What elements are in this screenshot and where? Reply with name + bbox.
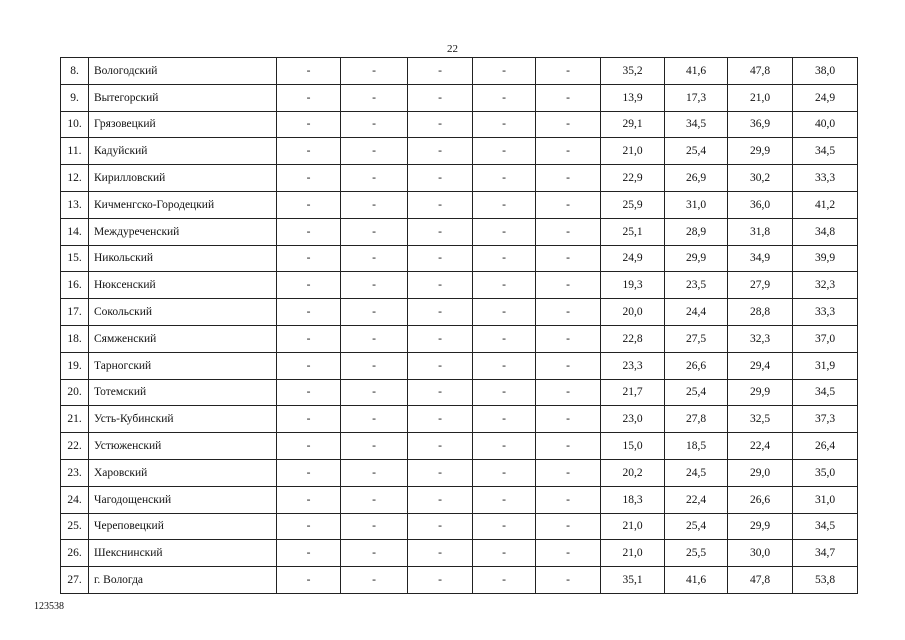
value-cell: 27,8 — [665, 406, 728, 433]
row-number: 12. — [61, 165, 89, 192]
empty-value-cell: - — [408, 111, 473, 138]
empty-value-cell: - — [408, 218, 473, 245]
row-number: 19. — [61, 352, 89, 379]
empty-value-cell: - — [473, 84, 536, 111]
empty-value-cell: - — [536, 138, 601, 165]
empty-value-cell: - — [277, 191, 341, 218]
district-name: г. Вологда — [89, 567, 277, 594]
empty-value-cell: - — [408, 540, 473, 567]
empty-value-cell: - — [473, 459, 536, 486]
value-cell: 34,5 — [793, 138, 858, 165]
row-number: 13. — [61, 191, 89, 218]
empty-value-cell: - — [536, 540, 601, 567]
value-cell: 34,5 — [793, 513, 858, 540]
empty-value-cell: - — [473, 325, 536, 352]
value-cell: 24,4 — [665, 299, 728, 326]
value-cell: 25,9 — [601, 191, 665, 218]
value-cell: 17,3 — [665, 84, 728, 111]
district-name: Устюженский — [89, 433, 277, 460]
table-row — [61, 459, 858, 486]
value-cell: 34,8 — [793, 218, 858, 245]
table-row — [61, 218, 858, 245]
empty-value-cell: - — [473, 513, 536, 540]
value-cell: 22,4 — [728, 433, 793, 460]
empty-value-cell: - — [536, 567, 601, 594]
table-row — [61, 540, 858, 567]
row-number: 9. — [61, 84, 89, 111]
empty-value-cell: - — [536, 513, 601, 540]
value-cell: 23,3 — [601, 352, 665, 379]
value-cell: 27,5 — [665, 325, 728, 352]
value-cell: 29,0 — [728, 459, 793, 486]
district-name: Сокольский — [89, 299, 277, 326]
value-cell: 53,8 — [793, 567, 858, 594]
empty-value-cell: - — [473, 406, 536, 433]
empty-value-cell: - — [277, 406, 341, 433]
row-number: 20. — [61, 379, 89, 406]
empty-value-cell: - — [341, 325, 408, 352]
empty-value-cell: - — [408, 58, 473, 85]
empty-value-cell: - — [473, 245, 536, 272]
row-number: 22. — [61, 433, 89, 460]
empty-value-cell: - — [277, 567, 341, 594]
value-cell: 21,0 — [601, 138, 665, 165]
value-cell: 32,3 — [728, 325, 793, 352]
empty-value-cell: - — [473, 218, 536, 245]
value-cell: 34,9 — [728, 245, 793, 272]
empty-value-cell: - — [408, 138, 473, 165]
empty-value-cell: - — [341, 191, 408, 218]
value-cell: 30,2 — [728, 165, 793, 192]
value-cell: 21,0 — [728, 84, 793, 111]
empty-value-cell: - — [277, 459, 341, 486]
empty-value-cell: - — [341, 486, 408, 513]
empty-value-cell: - — [408, 165, 473, 192]
district-name: Тотемский — [89, 379, 277, 406]
empty-value-cell: - — [536, 218, 601, 245]
empty-value-cell: - — [408, 433, 473, 460]
value-cell: 32,5 — [728, 406, 793, 433]
value-cell: 23,0 — [601, 406, 665, 433]
value-cell: 21,7 — [601, 379, 665, 406]
table-row — [61, 352, 858, 379]
row-number: 21. — [61, 406, 89, 433]
empty-value-cell: - — [341, 299, 408, 326]
value-cell: 29,1 — [601, 111, 665, 138]
table-row — [61, 379, 858, 406]
value-cell: 26,6 — [728, 486, 793, 513]
empty-value-cell: - — [341, 513, 408, 540]
value-cell: 28,8 — [728, 299, 793, 326]
value-cell: 31,0 — [793, 486, 858, 513]
table-body — [61, 58, 858, 594]
value-cell: 22,4 — [665, 486, 728, 513]
empty-value-cell: - — [277, 111, 341, 138]
value-cell: 32,3 — [793, 272, 858, 299]
empty-value-cell: - — [341, 58, 408, 85]
empty-value-cell: - — [341, 433, 408, 460]
value-cell: 21,0 — [601, 540, 665, 567]
table-row — [61, 191, 858, 218]
row-number: 25. — [61, 513, 89, 540]
row-number: 26. — [61, 540, 89, 567]
value-cell: 37,3 — [793, 406, 858, 433]
value-cell: 26,9 — [665, 165, 728, 192]
empty-value-cell: - — [341, 379, 408, 406]
value-cell: 31,9 — [793, 352, 858, 379]
value-cell: 34,5 — [793, 379, 858, 406]
value-cell: 33,3 — [793, 165, 858, 192]
table-row — [61, 299, 858, 326]
value-cell: 35,2 — [601, 58, 665, 85]
empty-value-cell: - — [277, 245, 341, 272]
empty-value-cell: - — [341, 245, 408, 272]
district-name: Харовский — [89, 459, 277, 486]
value-cell: 25,5 — [665, 540, 728, 567]
value-cell: 21,0 — [601, 513, 665, 540]
value-cell: 31,0 — [665, 191, 728, 218]
table-row — [61, 513, 858, 540]
value-cell: 13,9 — [601, 84, 665, 111]
data-table — [60, 57, 858, 594]
empty-value-cell: - — [277, 58, 341, 85]
empty-value-cell: - — [536, 165, 601, 192]
empty-value-cell: - — [536, 84, 601, 111]
value-cell: 29,9 — [728, 138, 793, 165]
value-cell: 20,0 — [601, 299, 665, 326]
district-name: Кичменгско-Городецкий — [89, 191, 277, 218]
empty-value-cell: - — [408, 325, 473, 352]
district-name: Чагодощенский — [89, 486, 277, 513]
value-cell: 41,6 — [665, 567, 728, 594]
row-number: 10. — [61, 111, 89, 138]
district-name: Никольский — [89, 245, 277, 272]
table-row — [61, 406, 858, 433]
footer-code: 123538 — [34, 601, 64, 612]
empty-value-cell: - — [277, 138, 341, 165]
row-number: 18. — [61, 325, 89, 352]
district-name: Кирилловский — [89, 165, 277, 192]
value-cell: 39,9 — [793, 245, 858, 272]
value-cell: 19,3 — [601, 272, 665, 299]
empty-value-cell: - — [277, 379, 341, 406]
value-cell: 31,8 — [728, 218, 793, 245]
empty-value-cell: - — [536, 299, 601, 326]
empty-value-cell: - — [277, 513, 341, 540]
empty-value-cell: - — [341, 459, 408, 486]
value-cell: 18,5 — [665, 433, 728, 460]
value-cell: 25,4 — [665, 379, 728, 406]
district-name: Междуреченский — [89, 218, 277, 245]
row-number: 8. — [61, 58, 89, 85]
empty-value-cell: - — [473, 540, 536, 567]
empty-value-cell: - — [536, 459, 601, 486]
district-name: Вытегорский — [89, 84, 277, 111]
empty-value-cell: - — [408, 245, 473, 272]
empty-value-cell: - — [408, 406, 473, 433]
value-cell: 33,3 — [793, 299, 858, 326]
table-row — [61, 165, 858, 192]
value-cell: 23,5 — [665, 272, 728, 299]
page-number: 22 — [447, 43, 458, 55]
empty-value-cell: - — [473, 352, 536, 379]
table-row — [61, 58, 858, 85]
empty-value-cell: - — [536, 245, 601, 272]
empty-value-cell: - — [341, 540, 408, 567]
empty-value-cell: - — [473, 379, 536, 406]
empty-value-cell: - — [473, 191, 536, 218]
empty-value-cell: - — [341, 567, 408, 594]
value-cell: 41,2 — [793, 191, 858, 218]
district-name: Вологодский — [89, 58, 277, 85]
table-row — [61, 111, 858, 138]
row-number: 15. — [61, 245, 89, 272]
value-cell: 30,0 — [728, 540, 793, 567]
district-name: Шекснинский — [89, 540, 277, 567]
value-cell: 15,0 — [601, 433, 665, 460]
empty-value-cell: - — [341, 84, 408, 111]
empty-value-cell: - — [408, 84, 473, 111]
empty-value-cell: - — [277, 84, 341, 111]
value-cell: 29,9 — [665, 245, 728, 272]
row-number: 24. — [61, 486, 89, 513]
empty-value-cell: - — [536, 352, 601, 379]
empty-value-cell: - — [341, 165, 408, 192]
value-cell: 18,3 — [601, 486, 665, 513]
empty-value-cell: - — [473, 111, 536, 138]
row-number: 16. — [61, 272, 89, 299]
value-cell: 29,9 — [728, 379, 793, 406]
value-cell: 34,5 — [665, 111, 728, 138]
empty-value-cell: - — [473, 58, 536, 85]
value-cell: 36,9 — [728, 111, 793, 138]
value-cell: 47,8 — [728, 567, 793, 594]
value-cell: 22,9 — [601, 165, 665, 192]
value-cell: 29,4 — [728, 352, 793, 379]
empty-value-cell: - — [536, 111, 601, 138]
value-cell: 34,7 — [793, 540, 858, 567]
empty-value-cell: - — [536, 433, 601, 460]
empty-value-cell: - — [473, 138, 536, 165]
value-cell: 40,0 — [793, 111, 858, 138]
empty-value-cell: - — [277, 165, 341, 192]
empty-value-cell: - — [408, 379, 473, 406]
empty-value-cell: - — [277, 540, 341, 567]
empty-value-cell: - — [408, 459, 473, 486]
empty-value-cell: - — [473, 299, 536, 326]
value-cell: 28,9 — [665, 218, 728, 245]
empty-value-cell: - — [341, 406, 408, 433]
empty-value-cell: - — [408, 272, 473, 299]
district-name: Тарногский — [89, 352, 277, 379]
table-row — [61, 138, 858, 165]
empty-value-cell: - — [277, 272, 341, 299]
empty-value-cell: - — [408, 299, 473, 326]
empty-value-cell: - — [473, 486, 536, 513]
value-cell: 24,9 — [601, 245, 665, 272]
value-cell: 26,4 — [793, 433, 858, 460]
row-number: 14. — [61, 218, 89, 245]
table-row — [61, 245, 858, 272]
district-name: Кадуйский — [89, 138, 277, 165]
empty-value-cell: - — [277, 352, 341, 379]
empty-value-cell: - — [277, 218, 341, 245]
empty-value-cell: - — [473, 567, 536, 594]
district-name: Череповецкий — [89, 513, 277, 540]
value-cell: 26,6 — [665, 352, 728, 379]
empty-value-cell: - — [473, 165, 536, 192]
table-row — [61, 486, 858, 513]
district-name: Усть-Кубинский — [89, 406, 277, 433]
empty-value-cell: - — [536, 272, 601, 299]
district-name: Грязовецкий — [89, 111, 277, 138]
empty-value-cell: - — [277, 433, 341, 460]
value-cell: 29,9 — [728, 513, 793, 540]
empty-value-cell: - — [408, 567, 473, 594]
value-cell: 25,1 — [601, 218, 665, 245]
value-cell: 20,2 — [601, 459, 665, 486]
empty-value-cell: - — [473, 433, 536, 460]
empty-value-cell: - — [536, 325, 601, 352]
empty-value-cell: - — [408, 513, 473, 540]
table-row — [61, 272, 858, 299]
value-cell: 41,6 — [665, 58, 728, 85]
empty-value-cell: - — [277, 325, 341, 352]
value-cell: 25,4 — [665, 138, 728, 165]
empty-value-cell: - — [341, 218, 408, 245]
empty-value-cell: - — [536, 406, 601, 433]
empty-value-cell: - — [277, 299, 341, 326]
empty-value-cell: - — [536, 486, 601, 513]
row-number: 23. — [61, 459, 89, 486]
empty-value-cell: - — [277, 486, 341, 513]
district-name: Сямженский — [89, 325, 277, 352]
value-cell: 47,8 — [728, 58, 793, 85]
value-cell: 27,9 — [728, 272, 793, 299]
empty-value-cell: - — [536, 58, 601, 85]
value-cell: 25,4 — [665, 513, 728, 540]
empty-value-cell: - — [408, 486, 473, 513]
empty-value-cell: - — [341, 138, 408, 165]
value-cell: 36,0 — [728, 191, 793, 218]
empty-value-cell: - — [536, 379, 601, 406]
empty-value-cell: - — [341, 272, 408, 299]
table-row — [61, 433, 858, 460]
value-cell: 22,8 — [601, 325, 665, 352]
value-cell: 24,5 — [665, 459, 728, 486]
empty-value-cell: - — [341, 111, 408, 138]
table-row — [61, 84, 858, 111]
table-row — [61, 325, 858, 352]
empty-value-cell: - — [408, 191, 473, 218]
row-number: 27. — [61, 567, 89, 594]
empty-value-cell: - — [536, 191, 601, 218]
row-number: 17. — [61, 299, 89, 326]
value-cell: 35,0 — [793, 459, 858, 486]
row-number: 11. — [61, 138, 89, 165]
value-cell: 37,0 — [793, 325, 858, 352]
value-cell: 35,1 — [601, 567, 665, 594]
empty-value-cell: - — [341, 352, 408, 379]
district-name: Нюксенский — [89, 272, 277, 299]
table-row — [61, 567, 858, 594]
empty-value-cell: - — [408, 352, 473, 379]
value-cell: 24,9 — [793, 84, 858, 111]
empty-value-cell: - — [473, 272, 536, 299]
value-cell: 38,0 — [793, 58, 858, 85]
